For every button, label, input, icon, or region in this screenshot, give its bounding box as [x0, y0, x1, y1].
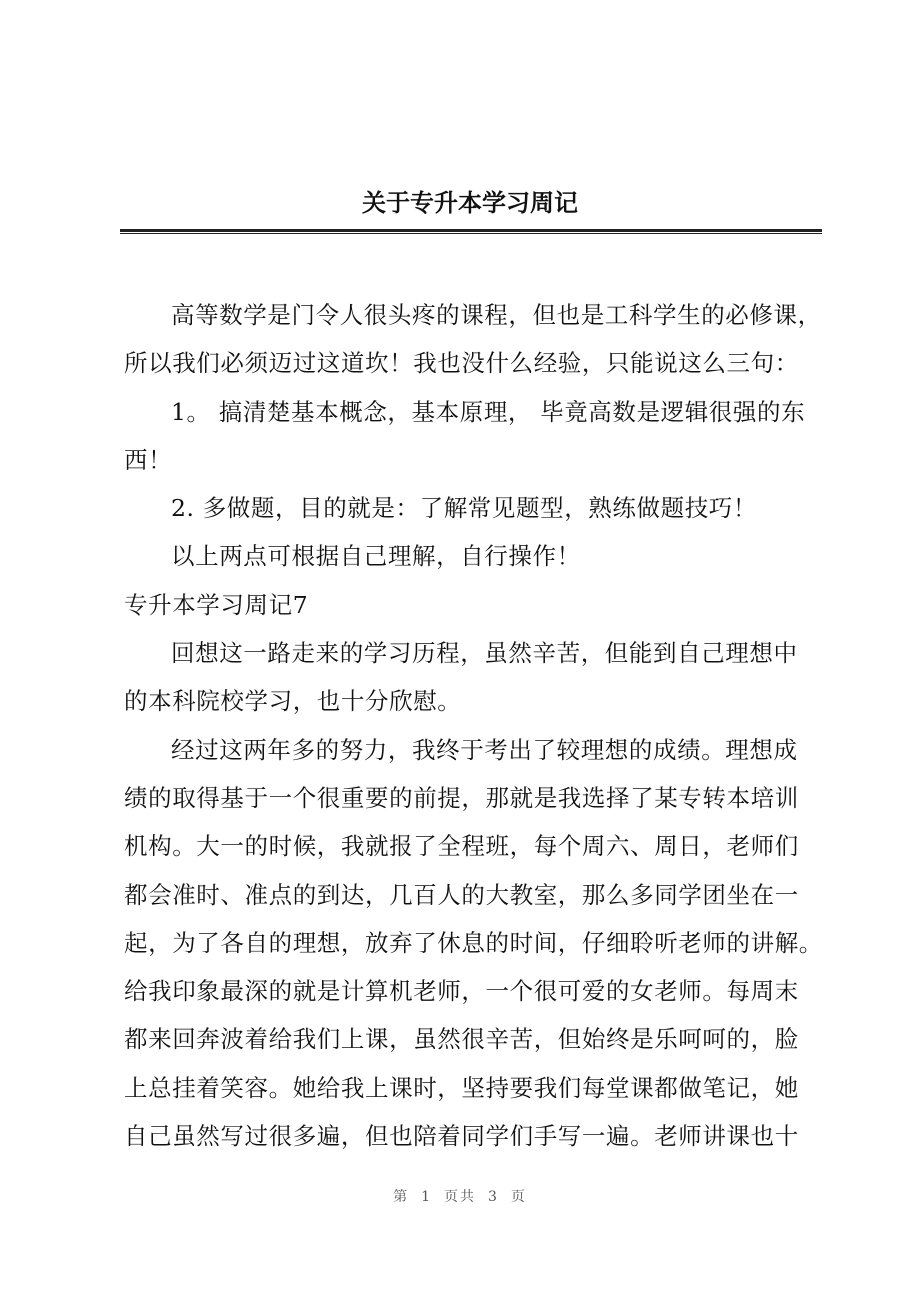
text-line: 经过这两年多的努力，我终于考出了较理想的成绩。理想成: [171, 735, 798, 764]
text-line: 西！: [124, 445, 173, 474]
document-body: [124, 291, 824, 1160]
paragraph: [124, 726, 824, 1161]
text-line: 给我印象最深的就是计算机老师，一个很可爱的女老师。每周末: [124, 977, 799, 1006]
text-line: 上总挂着笑容。她给我上课时，坚持要我们每堂课都做笔记，她: [124, 1073, 799, 1102]
text-line: 都会准时、准点的到达，几百人的大教室，那么多同学团坐在一: [124, 880, 799, 909]
text-line: 1。 搞清楚基本概念，基本原理， 毕竟高数是逻辑很强的东: [171, 397, 806, 426]
text-line: 以上两点可根据自己理解，自行操作！: [171, 542, 581, 571]
paragraph: [124, 291, 824, 388]
footer-total-pages: 3: [488, 1189, 499, 1205]
text-line: 所以我们必须迈过这道坎！我也没什么经验，只能说这么三句：: [124, 349, 799, 378]
paragraph: [124, 388, 824, 485]
title-double-rule: [120, 229, 822, 234]
paragraph: [124, 484, 824, 532]
paragraph: [124, 629, 824, 726]
footer-current-page: 1: [421, 1189, 432, 1205]
text-line: 回想这一路走来的学习历程，虽然辛苦，但能到自己理想中: [171, 639, 798, 668]
footer-middle: 页共: [444, 1189, 476, 1205]
text-line: 机构。大一的时候，我就报了全程班，每个周六、周日，老师们: [124, 832, 799, 861]
footer-suffix: 页: [510, 1189, 527, 1205]
section-heading: 专升本学习周记7: [124, 590, 309, 619]
document-title: 关于专升本学习周记: [362, 188, 578, 217]
paragraph: [124, 532, 824, 580]
text-line: 起，为了各自的理想，放弃了休息的时间，仔细聆听老师的讲解。: [124, 928, 823, 957]
text-line: 绩的取得基于一个很重要的前提，那就是我选择了某专转本培训: [124, 783, 799, 812]
text-line: 都来回奔波着给我们上课，虽然很辛苦，但始终是乐呵呵的，脸: [124, 1025, 799, 1054]
text-line: 自己虽然写过很多遍，但也陪着同学们手写一遍。老师讲课也十: [124, 1122, 799, 1151]
page-footer: [0, 1186, 920, 1206]
text-line: 高等数学是门令人很头疼的课程，但也是工科学生的必修课，: [171, 301, 822, 329]
text-line: 2. 多做题，目的就是：了解常见题型，熟练做题技巧！: [171, 494, 757, 523]
text-line: 的本科院校学习，也十分欣慰。: [124, 687, 462, 716]
footer-prefix: 第: [393, 1189, 410, 1205]
